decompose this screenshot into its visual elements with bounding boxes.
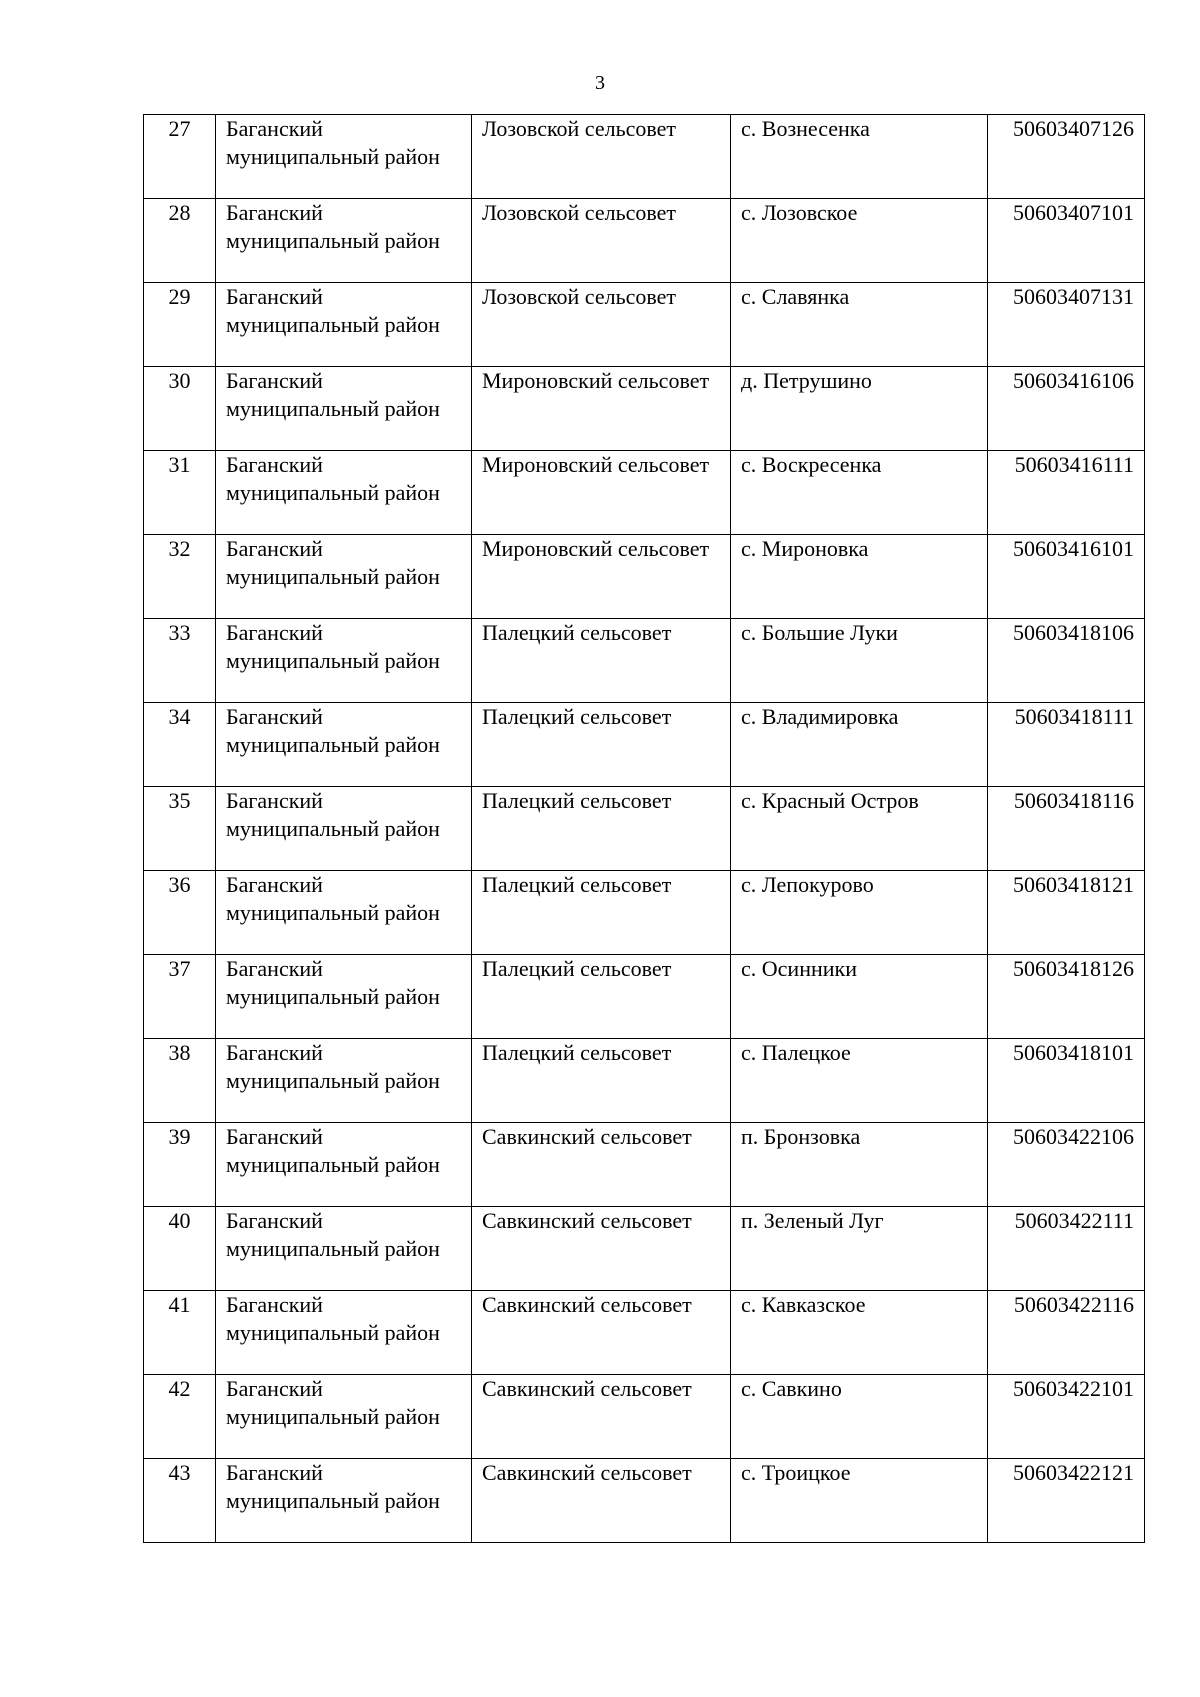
row-number-cell: 43 xyxy=(144,1459,216,1543)
council-cell: Савкинский сельсовет xyxy=(472,1291,731,1375)
row-number-cell: 35 xyxy=(144,787,216,871)
district-cell: Баганский муниципальный район xyxy=(216,1207,472,1291)
page-number: 3 xyxy=(595,72,605,94)
table-row xyxy=(144,871,1145,955)
row-number-cell: 32 xyxy=(144,535,216,619)
settlement-cell: с. Мироновка xyxy=(731,535,988,619)
table-row xyxy=(144,787,1145,871)
table-row xyxy=(144,367,1145,451)
row-number-cell: 28 xyxy=(144,199,216,283)
settlement-cell: с. Троицкое xyxy=(731,1459,988,1543)
oktmo-code-cell: 50603418121 xyxy=(988,871,1145,955)
district-cell: Баганский муниципальный район xyxy=(216,367,472,451)
table-row xyxy=(144,283,1145,367)
oktmo-code-cell: 50603422121 xyxy=(988,1459,1145,1543)
oktmo-code-cell: 50603422116 xyxy=(988,1291,1145,1375)
settlement-cell: с. Красный Остров xyxy=(731,787,988,871)
district-cell: Баганский муниципальный район xyxy=(216,199,472,283)
settlement-cell: с. Вознесенка xyxy=(731,115,988,199)
settlement-cell: с. Лепокурово xyxy=(731,871,988,955)
council-cell: Савкинский сельсовет xyxy=(472,1375,731,1459)
district-cell: Баганский муниципальный район xyxy=(216,703,472,787)
row-number-cell: 30 xyxy=(144,367,216,451)
council-cell: Лозовской сельсовет xyxy=(472,283,731,367)
table-row xyxy=(144,535,1145,619)
row-number-cell: 34 xyxy=(144,703,216,787)
district-cell: Баганский муниципальный район xyxy=(216,283,472,367)
table-row xyxy=(144,1459,1145,1543)
council-cell: Лозовской сельсовет xyxy=(472,199,731,283)
council-cell: Палецкий сельсовет xyxy=(472,703,731,787)
settlement-cell: с. Осинники xyxy=(731,955,988,1039)
district-cell: Баганский муниципальный район xyxy=(216,535,472,619)
oktmo-code-cell: 50603418116 xyxy=(988,787,1145,871)
council-cell: Савкинский сельсовет xyxy=(472,1123,731,1207)
oktmo-code-cell: 50603407101 xyxy=(988,199,1145,283)
oktmo-code-cell: 50603418111 xyxy=(988,703,1145,787)
settlement-cell: п. Зеленый Луг xyxy=(731,1207,988,1291)
table-row xyxy=(144,619,1145,703)
table-row xyxy=(144,703,1145,787)
table-row xyxy=(144,199,1145,283)
oktmo-code-cell: 50603416111 xyxy=(988,451,1145,535)
council-cell: Мироновский сельсовет xyxy=(472,535,731,619)
district-cell: Баганский муниципальный район xyxy=(216,619,472,703)
council-cell: Палецкий сельсовет xyxy=(472,787,731,871)
settlement-cell: д. Петрушино xyxy=(731,367,988,451)
oktmo-code-cell: 50603416101 xyxy=(988,535,1145,619)
row-number-cell: 29 xyxy=(144,283,216,367)
table-row xyxy=(144,115,1145,199)
settlement-cell: п. Бронзовка xyxy=(731,1123,988,1207)
settlements-table xyxy=(143,114,1145,1543)
district-cell: Баганский муниципальный район xyxy=(216,955,472,1039)
council-cell: Лозовской сельсовет xyxy=(472,115,731,199)
council-cell: Мироновский сельсовет xyxy=(472,451,731,535)
table-row xyxy=(144,1291,1145,1375)
district-cell: Баганский муниципальный район xyxy=(216,1459,472,1543)
table-row xyxy=(144,451,1145,535)
oktmo-code-cell: 50603418106 xyxy=(988,619,1145,703)
row-number-cell: 37 xyxy=(144,955,216,1039)
settlement-cell: с. Славянка xyxy=(731,283,988,367)
district-cell: Баганский муниципальный район xyxy=(216,1123,472,1207)
district-cell: Баганский муниципальный район xyxy=(216,115,472,199)
oktmo-code-cell: 50603407131 xyxy=(988,283,1145,367)
row-number-cell: 38 xyxy=(144,1039,216,1123)
settlement-cell: с. Большие Луки xyxy=(731,619,988,703)
council-cell: Савкинский сельсовет xyxy=(472,1459,731,1543)
settlement-cell: с. Савкино xyxy=(731,1375,988,1459)
settlement-cell: с. Кавказское xyxy=(731,1291,988,1375)
table-row xyxy=(144,955,1145,1039)
council-cell: Савкинский сельсовет xyxy=(472,1207,731,1291)
settlement-cell: с. Палецкое xyxy=(731,1039,988,1123)
district-cell: Баганский муниципальный район xyxy=(216,1039,472,1123)
row-number-cell: 42 xyxy=(144,1375,216,1459)
oktmo-code-cell: 50603418101 xyxy=(988,1039,1145,1123)
oktmo-code-cell: 50603422111 xyxy=(988,1207,1145,1291)
settlement-cell: с. Лозовское xyxy=(731,199,988,283)
oktmo-code-cell: 50603407126 xyxy=(988,115,1145,199)
district-cell: Баганский муниципальный район xyxy=(216,871,472,955)
table-row xyxy=(144,1375,1145,1459)
council-cell: Палецкий сельсовет xyxy=(472,619,731,703)
table-row xyxy=(144,1039,1145,1123)
settlement-cell: с. Воскресенка xyxy=(731,451,988,535)
council-cell: Палецкий сельсовет xyxy=(472,871,731,955)
table-row xyxy=(144,1207,1145,1291)
row-number-cell: 36 xyxy=(144,871,216,955)
district-cell: Баганский муниципальный район xyxy=(216,1291,472,1375)
council-cell: Палецкий сельсовет xyxy=(472,955,731,1039)
row-number-cell: 39 xyxy=(144,1123,216,1207)
council-cell: Палецкий сельсовет xyxy=(472,1039,731,1123)
settlements-table-body xyxy=(144,115,1145,1543)
row-number-cell: 31 xyxy=(144,451,216,535)
settlement-cell: с. Владимировка xyxy=(731,703,988,787)
oktmo-code-cell: 50603416106 xyxy=(988,367,1145,451)
row-number-cell: 41 xyxy=(144,1291,216,1375)
row-number-cell: 27 xyxy=(144,115,216,199)
district-cell: Баганский муниципальный район xyxy=(216,787,472,871)
table-row xyxy=(144,1123,1145,1207)
oktmo-code-cell: 50603422106 xyxy=(988,1123,1145,1207)
council-cell: Мироновский сельсовет xyxy=(472,367,731,451)
district-cell: Баганский муниципальный район xyxy=(216,451,472,535)
oktmo-code-cell: 50603422101 xyxy=(988,1375,1145,1459)
row-number-cell: 33 xyxy=(144,619,216,703)
district-cell: Баганский муниципальный район xyxy=(216,1375,472,1459)
row-number-cell: 40 xyxy=(144,1207,216,1291)
oktmo-code-cell: 50603418126 xyxy=(988,955,1145,1039)
